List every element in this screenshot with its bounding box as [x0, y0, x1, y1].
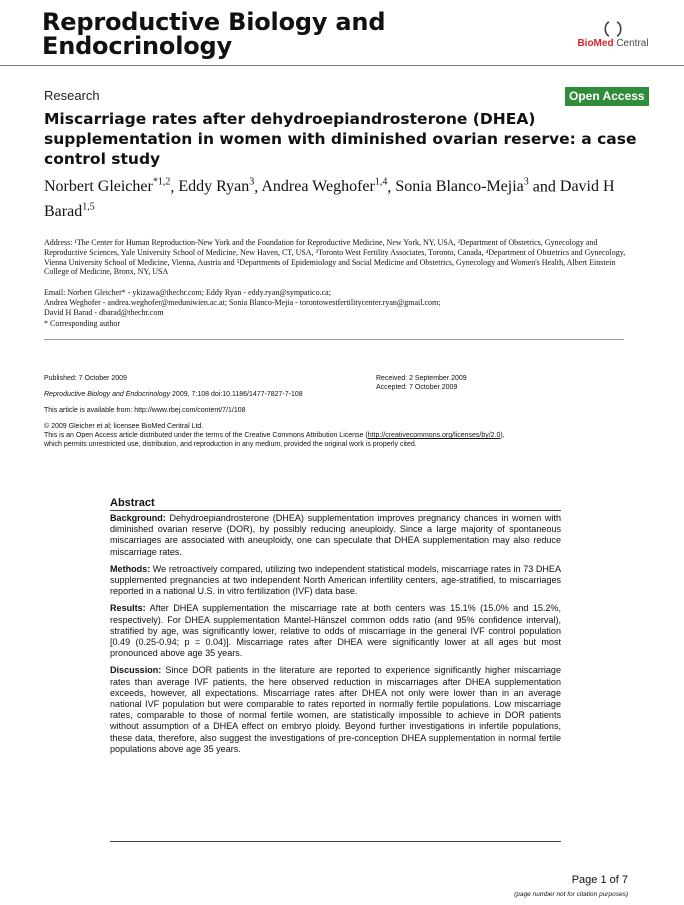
- abstract-methods-text: We retroactively compared, utilizing two independent statistical models, miscarriage rates in 73 DHEA supplemented pregnancies at two independent North American infertility centers, age-stratified, to miscarriages reported in a national U.S. in vitro fertilization (IVF) data base.: [110, 563, 561, 597]
- biomed-central-logo-icon: [602, 20, 624, 38]
- author-affiliation: 3: [249, 177, 255, 188]
- author[interactable]: [178, 178, 254, 195]
- header-divider: [0, 65, 684, 66]
- citation-journal: Reproductive Biology and Endocrinology: [44, 391, 171, 398]
- abstract-heading: Abstract: [110, 497, 155, 509]
- author-affiliation: *1,2: [152, 177, 171, 188]
- author-name: Sonia Blanco-Mejia: [395, 178, 524, 196]
- abstract-background: [110, 513, 561, 558]
- abstract-results: [110, 603, 561, 659]
- address-label: Address:: [44, 238, 75, 247]
- author[interactable]: [395, 178, 528, 195]
- abstract-bottom-rule: [110, 841, 561, 842]
- article-title: Miscarriage rates after dehydroepiandrosterone (DHEA) supplementation in women with diminished ovarian reserve: a case control study: [44, 110, 637, 168]
- license-link[interactable]: http://creativecommons.org/licenses/by/2.0: [367, 432, 501, 439]
- citation-details: 2009, 7:108 doi:10.1186/1477-7827-7-108: [170, 391, 303, 398]
- license-statement: [44, 431, 644, 440]
- journal-title: [42, 10, 502, 58]
- author-separator: ,: [387, 178, 396, 196]
- abstract: [110, 497, 561, 761]
- journal-title-line-2: Endocrinology: [42, 32, 232, 60]
- author-affiliation: 3: [523, 177, 529, 188]
- section-divider: [44, 339, 624, 340]
- author[interactable]: [44, 178, 170, 195]
- abstract-top-rule: [110, 510, 561, 511]
- published-date: Published: 7 October 2009: [44, 375, 127, 382]
- logo-wordmark: [572, 38, 654, 50]
- author-name: Eddy Ryan: [178, 178, 250, 196]
- author-name: Andrea Weghofer: [261, 178, 375, 196]
- author-separator: and: [528, 178, 560, 196]
- author-name: Norbert Gleicher: [44, 178, 153, 196]
- open-access-badge: Open Access: [565, 87, 649, 106]
- abstract-results-text: After DHEA supplementation the miscarriage rate at both centers was 15.1% (15.0% and 15.2%, respectively). For DHEA supplementation Mantel-Hänszel common odds ratio (and 95% confidence interval), stratified by age, was significantly lower, relative to odds of miscarriage in the general IVF control population [0.49 (0.25-0.94; p = 0.04)]. Miscarriage rates after DHEA were significantly lower at all ages but most pronounced above age 35 years.: [110, 603, 561, 659]
- page-number-note: (page number not for citation purposes): [514, 891, 628, 898]
- article-url[interactable]: This article is available from: http://www.rbej.com/content/7/1/108: [44, 407, 246, 414]
- email-line[interactable]: Andrea Weghofer - andrea.weghofer@meduniwien.ac.at; Sonia Blanco-Mejia - torontowestfertilitycenter.ryan@gmail.com;: [44, 297, 441, 307]
- page-number: Page 1 of 7: [571, 874, 628, 886]
- email-line[interactable]: David H Barad - dbarad@thechr.com: [44, 307, 164, 317]
- citation: [44, 390, 303, 399]
- license-text: This is an Open Access article distributed under the terms of the Creative Commons Attribution License (: [44, 432, 368, 439]
- article-section: Research: [44, 88, 100, 103]
- license-text-end: ),: [500, 432, 505, 439]
- accepted-date: Accepted: 7 October 2009: [376, 384, 458, 391]
- email-line[interactable]: Email: Norbert Gleicher* - ykizawa@thechr.com; Eddy Ryan - eddy.ryan@sympatico.ca;: [44, 288, 331, 297]
- author[interactable]: [261, 178, 387, 195]
- affiliation-address: [44, 238, 634, 277]
- author-list: [44, 173, 644, 222]
- author-separator: ,: [254, 178, 262, 196]
- author-affiliation: 1,5: [82, 201, 95, 213]
- abstract-methods-label: Methods:: [110, 563, 151, 574]
- author-emails: [44, 288, 634, 317]
- journal-title-line-1: Reproductive Biology and: [42, 8, 386, 36]
- abstract-methods: [110, 564, 561, 598]
- author-affiliation: 1,4: [374, 177, 388, 188]
- abstract-results-label: Results:: [110, 603, 146, 614]
- abstract-background-label: Background:: [110, 513, 166, 523]
- corresponding-author-note: * Corresponding author: [44, 319, 120, 328]
- copyright: © 2009 Gleicher et al; licensee BioMed Central Ltd.: [44, 423, 204, 430]
- abstract-discussion: [110, 665, 561, 755]
- abstract-discussion-text: Since DOR patients in the literature are reported to experience significantly higher miscarriage rates than average IVF patients, the here observed reduction in miscarriages after DHEA supplementation exceeds, however, all expectations. Miscarriage rates after DHEA not only were lower than in an average national IVF population but were comparable to rates reported in normally fertile populations. Low miscarriage rates, comparable to those of normal fertile women, are statistically impossible to achieve in DOR patients without assumption of a DHEA effect on embryo ploidy. Beyond further investigations in infertile populations, these data, therefore, also suggest the investigations of pre-conception DHEA supplementation in normal fertile populations above age 35 years.: [110, 665, 561, 754]
- author-name: David H Barad: [44, 178, 615, 220]
- author-separator: ,: [170, 178, 179, 196]
- abstract-discussion-label: Discussion:: [110, 665, 162, 676]
- received-date: Received: 2 September 2009: [376, 375, 467, 382]
- logo-suffix: Central: [613, 38, 649, 49]
- address-text: ¹The Center for Human Reproduction-New York and the Foundation for Reproductive Medicine, New York, NY, USA, ²Department of Obstetrics, Gynecology and Reproductive Sciences, Yale University School of Medicine, New Haven, CT, USA, ³Toronto West Fertility Associates, Toronto, Canada, ⁴Department of Obstetrics and Gynecology, Vienna University School of Medicine, Vienna, Austria and ⁵Departments of Epidemiology and Social Medicine and Obstetrics, Gynecology and Women's Health, Albert Einstein College of Medicine, Bronx, NY, USA: [44, 238, 626, 277]
- license-statement-line-2: which permits unrestricted use, distribution, and reproduction in any medium, provided the original work is properly cited.: [44, 441, 417, 448]
- abstract-background-text: Dehydroepiandrosterone (DHEA) supplementation improves pregnancy chances in women with diminished ovarian reserve (DOR), by possibly reducing aneuploidy. Since a large majority of spontaneous miscarriages are associated with aneuploidy, one can speculate that DHEA supplementation may also reduce miscarriage rates.: [110, 513, 561, 557]
- logo-brand: BioMed: [577, 38, 614, 49]
- biomed-central-logo[interactable]: [572, 20, 654, 50]
